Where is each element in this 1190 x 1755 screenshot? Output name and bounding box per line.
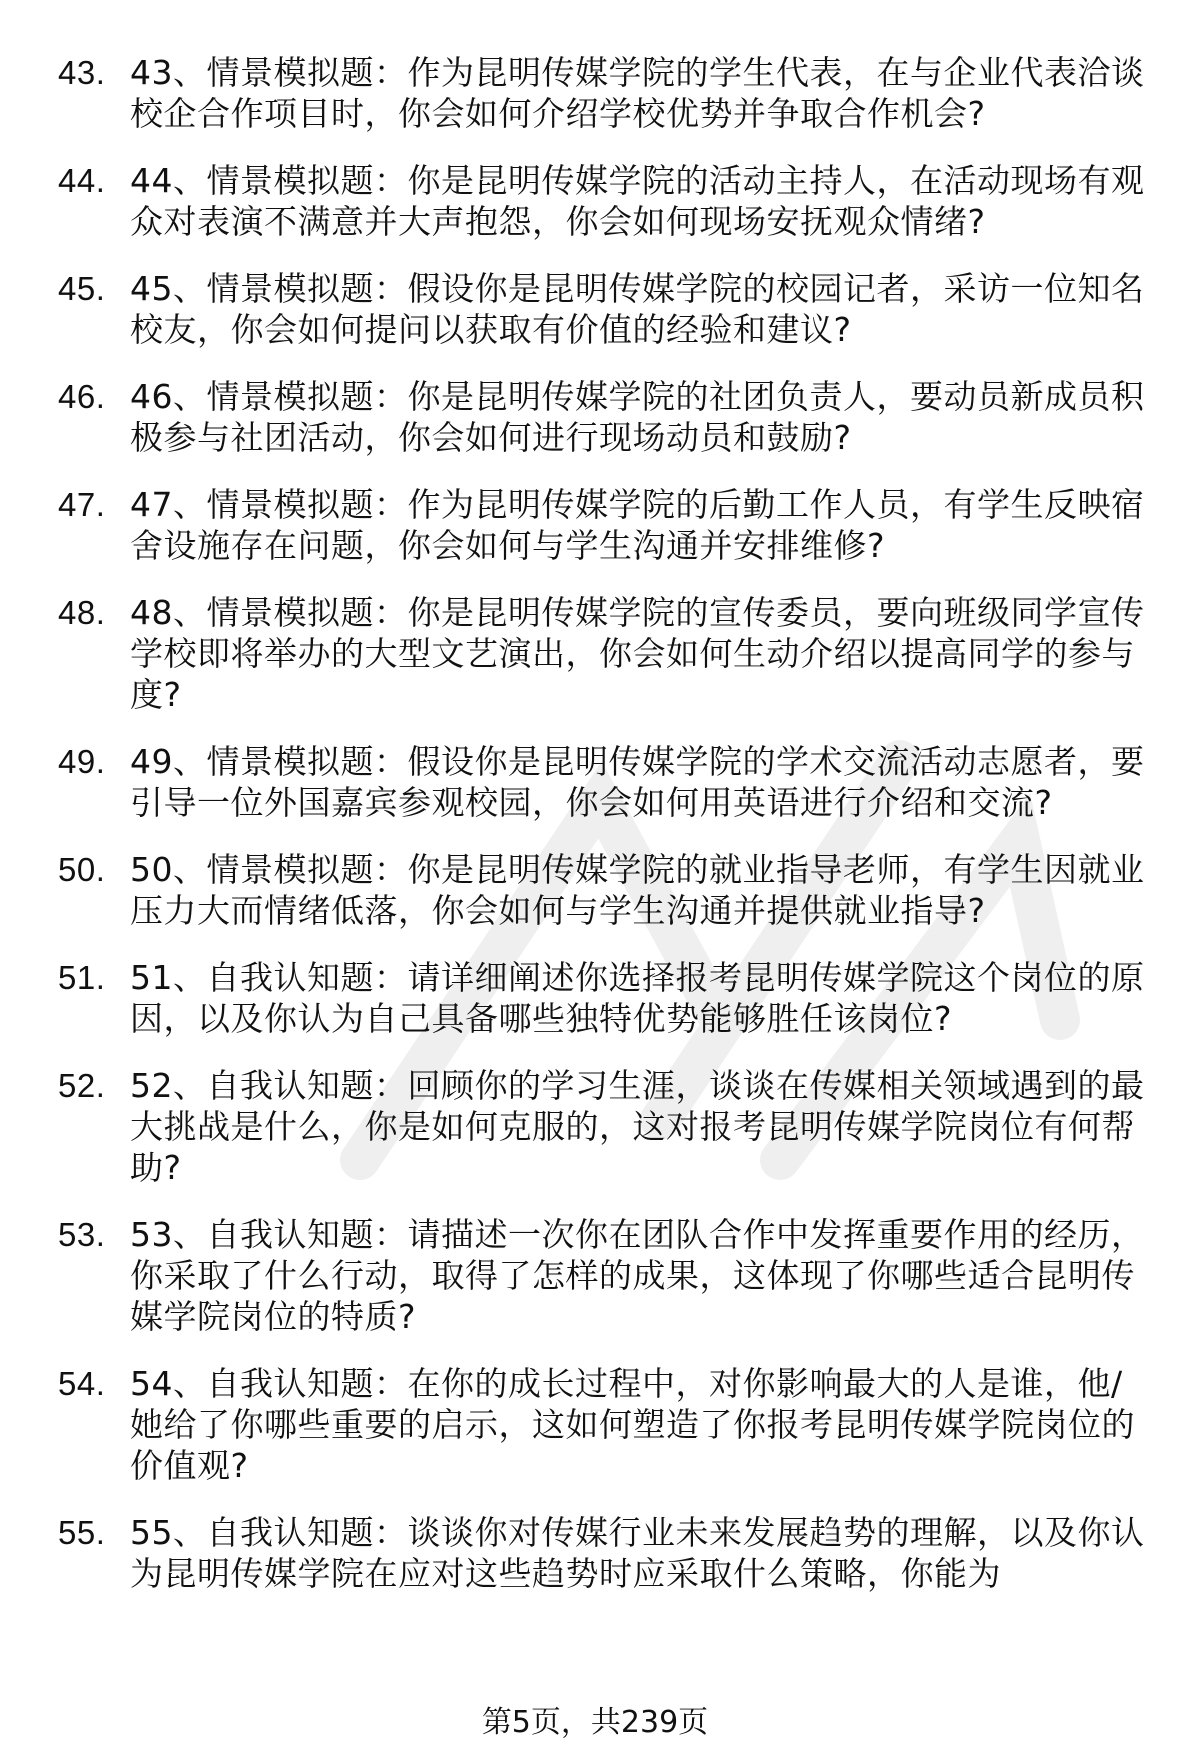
question-text: 50、情景模拟题：你是昆明传媒学院的就业指导老师，有学生因就业压力大而情绪低落，你会如何与学生沟通并提供就业指导? bbox=[130, 850, 1145, 930]
question-number: 46. bbox=[58, 378, 106, 415]
question-item bbox=[58, 849, 1158, 931]
question-text: 48、情景模拟题：你是昆明传媒学院的宣传委员，要向班级同学宣传学校即将举办的大型文艺演出，你会如何生动介绍以提高同学的参与度? bbox=[130, 593, 1145, 714]
question-item bbox=[58, 592, 1158, 715]
question-item bbox=[58, 1363, 1158, 1486]
question-text: 51、自我认知题：请详细阐述你选择报考昆明传媒学院这个岗位的原因，以及你认为自己具备哪些独特优势能够胜任该岗位? bbox=[130, 958, 1145, 1038]
question-number: 48. bbox=[58, 594, 106, 631]
question-item bbox=[58, 484, 1158, 566]
question-number: 50. bbox=[58, 851, 106, 888]
question-text: 47、情景模拟题：作为昆明传媒学院的后勤工作人员，有学生反映宿舍设施存在问题，你会如何与学生沟通并安排维修? bbox=[130, 485, 1145, 565]
question-number: 47. bbox=[58, 486, 106, 523]
question-number: 53. bbox=[58, 1216, 106, 1253]
question-number: 43. bbox=[58, 54, 106, 91]
question-item bbox=[58, 1512, 1158, 1594]
page-footer bbox=[0, 1705, 1190, 1741]
question-text: 43、情景模拟题：作为昆明传媒学院的学生代表，在与企业代表洽谈校企合作项目时，你会如何介绍学校优势并争取合作机会? bbox=[130, 53, 1145, 133]
question-text: 55、自我认知题：谈谈你对传媒行业未来发展趋势的理解，以及你认为昆明传媒学院在应对这些趋势时应采取什么策略，你能为 bbox=[130, 1513, 1145, 1593]
question-number: 51. bbox=[58, 959, 106, 996]
question-item bbox=[58, 268, 1158, 350]
question-text: 45、情景模拟题：假设你是昆明传媒学院的校园记者，采访一位知名校友，你会如何提问以获取有价值的经验和建议? bbox=[130, 269, 1145, 349]
question-item bbox=[58, 52, 1158, 134]
question-item bbox=[58, 957, 1158, 1039]
page-number-label: 第5页，共239页 bbox=[481, 1705, 709, 1740]
question-item bbox=[58, 741, 1158, 823]
question-item bbox=[58, 376, 1158, 458]
question-item bbox=[58, 160, 1158, 242]
question-text: 54、自我认知题：在你的成长过程中，对你影响最大的人是谁，他/她给了你哪些重要的启示，这如何塑造了你报考昆明传媒学院岗位的价值观? bbox=[130, 1364, 1135, 1485]
question-list bbox=[58, 52, 1158, 1620]
question-number: 55. bbox=[58, 1514, 106, 1551]
question-number: 49. bbox=[58, 743, 106, 780]
question-number: 54. bbox=[58, 1365, 106, 1402]
question-text: 53、自我认知题：请描述一次你在团队合作中发挥重要作用的经历，你采取了什么行动，取得了怎样的成果，这体现了你哪些适合昆明传媒学院岗位的特质? bbox=[130, 1215, 1145, 1336]
question-text: 49、情景模拟题：假设你是昆明传媒学院的学术交流活动志愿者，要引导一位外国嘉宾参观校园，你会如何用英语进行介绍和交流? bbox=[130, 742, 1145, 822]
question-number: 52. bbox=[58, 1067, 106, 1104]
question-text: 44、情景模拟题：你是昆明传媒学院的活动主持人，在活动现场有观众对表演不满意并大声抱怨，你会如何现场安抚观众情绪? bbox=[130, 161, 1145, 241]
question-item bbox=[58, 1065, 1158, 1188]
question-text: 46、情景模拟题：你是昆明传媒学院的社团负责人，要动员新成员积极参与社团活动，你会如何进行现场动员和鼓励? bbox=[130, 377, 1145, 457]
question-text: 52、自我认知题：回顾你的学习生涯，谈谈在传媒相关领域遇到的最大挑战是什么，你是如何克服的，这对报考昆明传媒学院岗位有何帮助? bbox=[130, 1066, 1145, 1187]
question-number: 45. bbox=[58, 270, 106, 307]
question-item bbox=[58, 1214, 1158, 1337]
question-number: 44. bbox=[58, 162, 106, 199]
